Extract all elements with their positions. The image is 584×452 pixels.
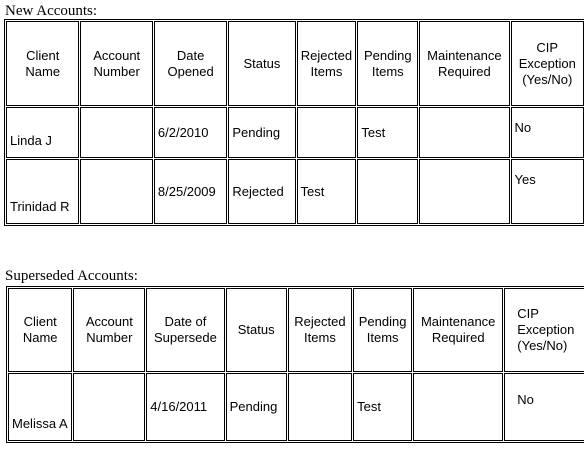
new-accounts-title: New Accounts: bbox=[5, 3, 98, 19]
account-number-cell bbox=[80, 107, 152, 158]
header-client-name: Client Name bbox=[8, 288, 72, 372]
header-status: Status bbox=[228, 21, 295, 106]
maintenance-cell bbox=[419, 159, 509, 224]
pending-items-cell bbox=[357, 159, 418, 224]
status-cell: Pending bbox=[228, 107, 295, 158]
client-name-cell: Melissa A bbox=[8, 373, 72, 441]
header-maintenance-required: Maintenance Required bbox=[413, 288, 503, 372]
status-cell: Pending bbox=[226, 373, 287, 441]
date-cell: 4/16/2011 bbox=[146, 373, 224, 441]
header-account-number: Account Number bbox=[73, 288, 145, 372]
cip-exception-cell: No bbox=[511, 107, 584, 158]
header-date-of-supersede: Date of Supersede bbox=[146, 288, 224, 372]
header-pending-items: Pending Items bbox=[357, 21, 418, 106]
rejected-items-cell bbox=[297, 107, 357, 158]
maintenance-cell bbox=[419, 107, 509, 158]
pending-items-cell: Test bbox=[353, 373, 412, 441]
cip-exception-cell: No bbox=[504, 373, 584, 441]
rejected-items-cell bbox=[288, 373, 352, 441]
header-client-name: Client Name bbox=[6, 21, 79, 106]
superseded-accounts-title: Superseded Accounts: bbox=[5, 268, 138, 284]
table-row bbox=[6, 159, 584, 224]
table-row bbox=[8, 373, 584, 441]
superseded-accounts-table bbox=[6, 286, 584, 443]
status-cell: Rejected bbox=[228, 159, 295, 224]
client-name-cell: Trinidad R bbox=[6, 159, 79, 224]
header-rejected-items: Rejected Items bbox=[288, 288, 352, 372]
header-status: Status bbox=[226, 288, 287, 372]
cip-exception-cell: Yes bbox=[511, 159, 584, 224]
pending-items-cell: Test bbox=[357, 107, 418, 158]
header-date-opened: Date Opened bbox=[154, 21, 227, 106]
header-cip-exception: CIP Exception (Yes/No) bbox=[504, 288, 584, 372]
date-cell: 6/2/2010 bbox=[154, 107, 227, 158]
new-accounts-header-row bbox=[6, 21, 584, 106]
new-accounts-table bbox=[4, 19, 584, 226]
header-pending-items: Pending Items bbox=[353, 288, 412, 372]
rejected-items-cell: Test bbox=[297, 159, 357, 224]
maintenance-cell bbox=[413, 373, 503, 441]
date-cell: 8/25/2009 bbox=[154, 159, 227, 224]
superseded-header-row bbox=[8, 288, 584, 372]
table-row bbox=[6, 107, 584, 158]
header-cip-exception: CIP Exception (Yes/No) bbox=[511, 21, 584, 106]
account-number-cell bbox=[73, 373, 145, 441]
header-account-number: Account Number bbox=[80, 21, 152, 106]
account-number-cell bbox=[80, 159, 152, 224]
client-name-cell: Linda J bbox=[6, 107, 79, 158]
header-maintenance-required: Maintenance Required bbox=[419, 21, 509, 106]
header-rejected-items: Rejected Items bbox=[297, 21, 357, 106]
